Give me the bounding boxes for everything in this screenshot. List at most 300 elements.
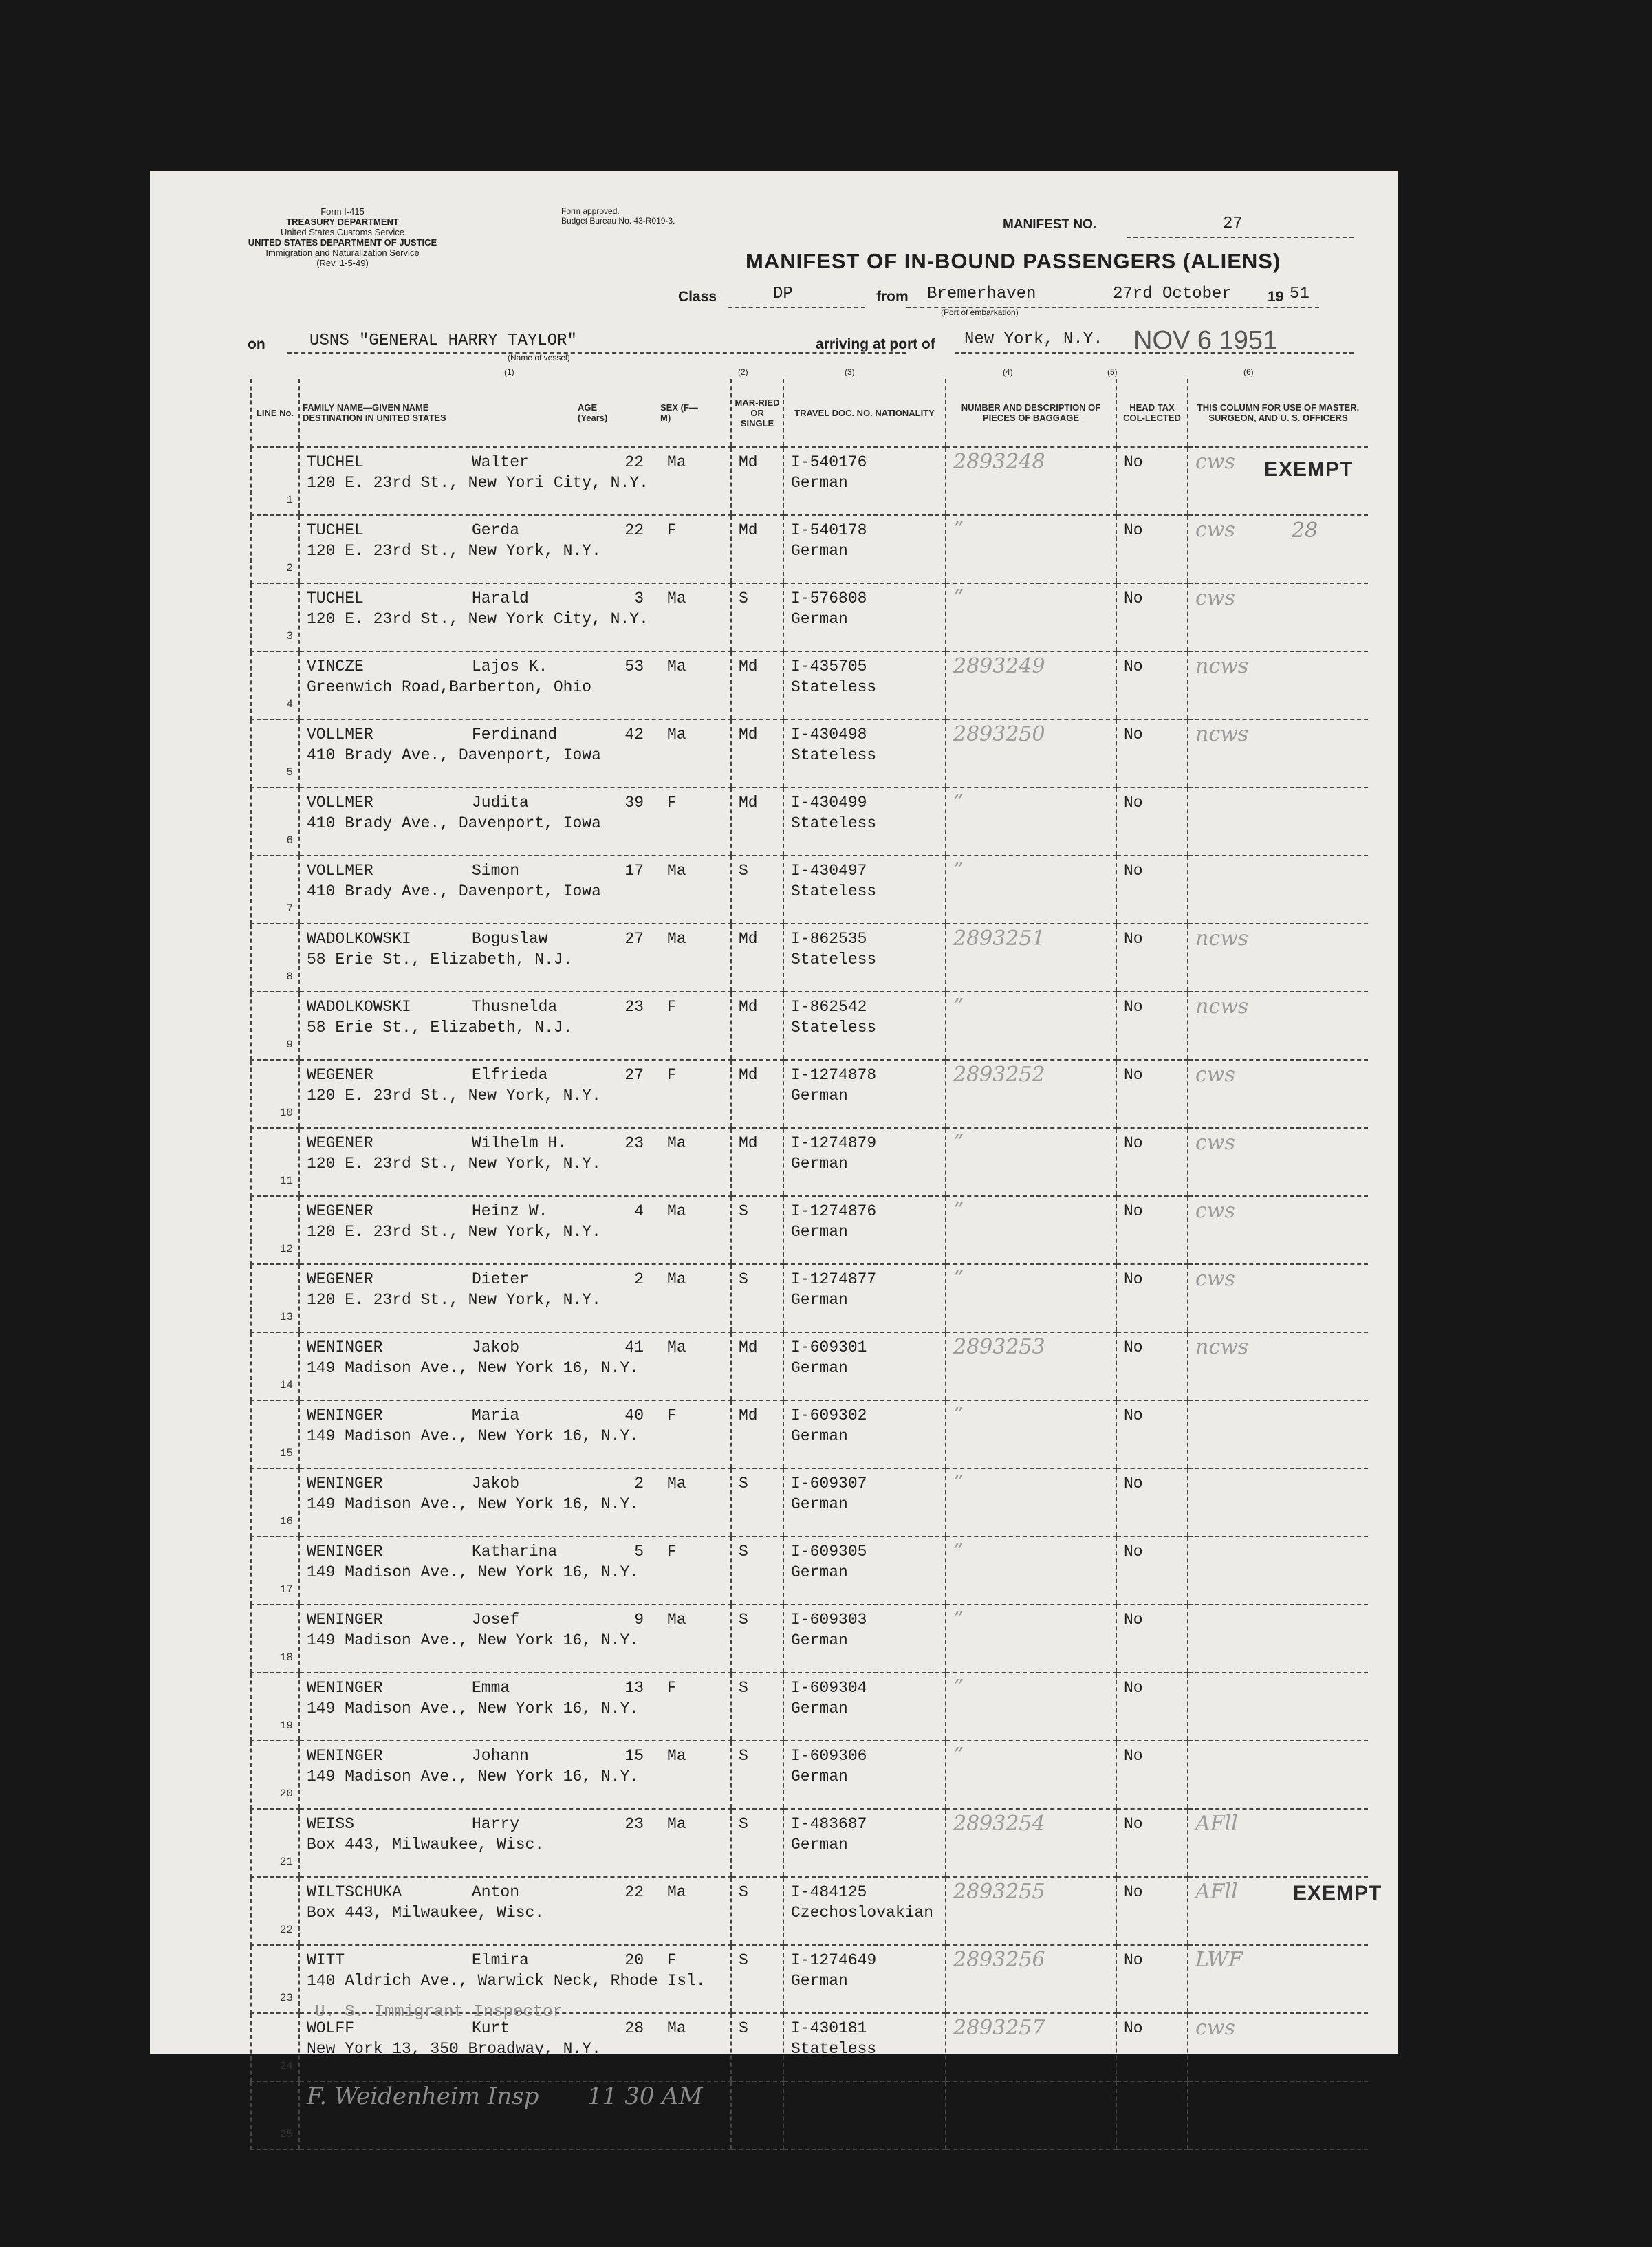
officer-note: cws	[1188, 447, 1368, 515]
officer-note: ncws	[1188, 924, 1368, 992]
destination: 120 E. 23rd St., New Yori City, N.Y.	[307, 474, 649, 492]
embarkation-port: Bremerhaven	[927, 285, 1036, 303]
destination: 58 Erie St., Elizabeth, N.J.	[307, 951, 573, 968]
table-row	[251, 1060, 1368, 1128]
baggage: ”	[946, 856, 1116, 924]
sex: Ma	[667, 1475, 686, 1492]
line-number: 17	[251, 1537, 299, 1605]
travel-doc-number: I-430498	[791, 726, 867, 743]
marital-status: S	[731, 1877, 783, 1945]
officer-note: cws	[1188, 1264, 1368, 1332]
family-name: VOLLMER	[307, 726, 373, 743]
sex: F	[667, 1066, 677, 1084]
travel-doc-number: I-435705	[791, 658, 867, 675]
travel-doc-cell	[783, 1741, 946, 1809]
year-prefix: 19	[1268, 289, 1284, 305]
arriving-label: arriving at port of	[816, 336, 935, 352]
travel-doc-cell	[783, 1400, 946, 1468]
head-tax: No	[1116, 1741, 1188, 1809]
officer-note	[1188, 856, 1368, 924]
table-row	[251, 651, 1368, 719]
officer-note	[1188, 1673, 1368, 1741]
line-number: 16	[251, 1468, 299, 1537]
head-tax: No	[1116, 515, 1188, 583]
destination: 120 E. 23rd St., New York, N.Y.	[307, 542, 601, 560]
name-destination-cell	[299, 1196, 731, 1264]
name-destination-cell	[299, 1332, 731, 1400]
destination: New York 13, 350 Broadway, N.Y.	[307, 2040, 601, 2058]
given-name: Harald	[472, 589, 529, 607]
line-number: 22	[251, 1877, 299, 1945]
head-tax: No	[1116, 1264, 1188, 1332]
sex: Ma	[667, 862, 686, 880]
family-name: TUCHEL	[307, 453, 364, 471]
family-name: WADOLKOWSKI	[307, 930, 411, 948]
line-number: 25	[251, 2081, 299, 2149]
sex: F	[667, 1543, 677, 1561]
family-name: WENINGER	[307, 1679, 383, 1697]
travel-doc-cell	[783, 1468, 946, 1537]
given-name: Heinz W.	[472, 1202, 548, 1220]
budget-approval: Form approved. Budget Bureau No. 43-R019-3.	[561, 206, 675, 226]
baggage: ”	[946, 788, 1116, 856]
table-row	[251, 515, 1368, 583]
nationality: Stateless	[791, 814, 877, 832]
travel-doc-cell	[783, 1264, 946, 1332]
destination: Box 443, Milwaukee, Wisc.	[307, 1836, 545, 1854]
travel-doc-cell	[783, 1877, 946, 1945]
name-destination-cell	[299, 447, 731, 515]
nationality: Stateless	[791, 951, 877, 968]
table-row	[251, 992, 1368, 1060]
travel-doc-cell	[783, 2013, 946, 2081]
name-destination-cell	[299, 1809, 731, 1877]
column-header-married: MAR-RIED OR SINGLE	[731, 379, 783, 447]
marital-status: Md	[731, 924, 783, 992]
name-destination-cell	[299, 651, 731, 719]
destination: 149 Madison Ave., New York 16, N.Y.	[307, 1495, 640, 1513]
year-suffix: 51	[1290, 285, 1309, 303]
arrival-date-stamp: NOV 6 1951	[1133, 326, 1278, 355]
family-name: VINCZE	[307, 658, 364, 675]
line-number: 1	[251, 447, 299, 515]
travel-doc-number: I-609302	[791, 1407, 867, 1424]
destination: 149 Madison Ave., New York 16, N.Y.	[307, 1427, 640, 1445]
destination: 149 Madison Ave., New York 16, N.Y.	[307, 1563, 640, 1581]
given-name: Anton	[472, 1883, 520, 1901]
baggage: ”	[946, 1468, 1116, 1537]
age: 22	[624, 521, 644, 539]
travel-doc-cell	[783, 515, 946, 583]
officer-note: ncws	[1188, 992, 1368, 1060]
column-header-head-tax: HEAD TAX COL-LECTED	[1116, 379, 1188, 447]
table-row	[251, 856, 1368, 924]
family-name: WILTSCHUKA	[307, 1883, 402, 1901]
page-title: MANIFEST OF IN-BOUND PASSENGERS (ALIENS)	[746, 249, 1281, 273]
nationality: Stateless	[791, 2040, 877, 2058]
line-number: 8	[251, 924, 299, 992]
nationality: German	[791, 1563, 848, 1581]
officer-note: cws	[1188, 1128, 1368, 1196]
destination: 410 Brady Ave., Davenport, Iowa	[307, 814, 601, 832]
travel-doc-cell	[783, 719, 946, 788]
travel-doc-cell	[783, 856, 946, 924]
nationality: German	[791, 1087, 848, 1105]
travel-doc-cell	[783, 1673, 946, 1741]
table-row	[251, 719, 1368, 788]
line-number: 4	[251, 651, 299, 719]
given-name: Katharina	[472, 1543, 558, 1561]
baggage: ”	[946, 1264, 1116, 1332]
marital-status: S	[731, 1741, 783, 1809]
given-name: Josef	[472, 1611, 520, 1629]
age: 41	[624, 1338, 644, 1356]
travel-doc-cell	[783, 1128, 946, 1196]
given-name: Simon	[472, 862, 520, 880]
travel-doc-cell	[783, 788, 946, 856]
age: 13	[624, 1679, 644, 1697]
sex: Ma	[667, 589, 686, 607]
sex: Ma	[667, 1815, 686, 1833]
arrival-port: New York, N.Y.	[964, 330, 1103, 349]
destination: 410 Brady Ave., Davenport, Iowa	[307, 746, 601, 764]
given-name: Wilhelm H.	[472, 1134, 567, 1152]
table-row	[251, 1605, 1368, 1673]
given-name: Jakob	[472, 1475, 520, 1492]
baggage: ”	[946, 1400, 1116, 1468]
officer-note: AFll	[1188, 1877, 1368, 1945]
name-destination-cell	[299, 924, 731, 992]
given-name: Elfrieda	[472, 1066, 548, 1084]
sex: F	[667, 1951, 677, 1969]
class-label: Class	[678, 289, 717, 305]
line-number: 2	[251, 515, 299, 583]
sex: Ma	[667, 1202, 686, 1220]
travel-doc-number: I-540176	[791, 453, 867, 471]
line-number: 5	[251, 719, 299, 788]
marital-status: S	[731, 1809, 783, 1877]
destination: 120 E. 23rd St., New York, N.Y.	[307, 1087, 601, 1105]
given-name: Thusnelda	[472, 998, 558, 1016]
family-name: WEGENER	[307, 1066, 373, 1084]
nationality: Stateless	[791, 746, 877, 764]
nationality: German	[791, 1223, 848, 1241]
manifest-number-label: MANIFEST NO.	[1003, 217, 1097, 232]
sex: F	[667, 998, 677, 1016]
family-name: WENINGER	[307, 1747, 383, 1765]
travel-doc-cell	[783, 447, 946, 515]
line-number: 7	[251, 856, 299, 924]
marital-status: Md	[731, 788, 783, 856]
baggage: ”	[946, 1673, 1116, 1741]
marital-status: S	[731, 1673, 783, 1741]
destination: 120 E. 23rd St., New York, N.Y.	[307, 1155, 601, 1173]
baggage: 2893251	[946, 924, 1116, 992]
age: 22	[624, 1883, 644, 1901]
table-row	[251, 2081, 1368, 2149]
travel-doc-cell	[783, 1332, 946, 1400]
travel-doc-cell	[783, 1537, 946, 1605]
age: 4	[634, 1202, 644, 1220]
vessel-name: USNS "GENERAL HARRY TAYLOR"	[309, 332, 577, 350]
sex: Ma	[667, 1883, 686, 1901]
baggage: ”	[946, 1741, 1116, 1809]
age: 23	[624, 998, 644, 1016]
family-name: TUCHEL	[307, 589, 364, 607]
sex: Ma	[667, 1611, 686, 1629]
baggage: 2893252	[946, 1060, 1116, 1128]
table-row	[251, 447, 1368, 515]
inspector-caption: U. S. Immigrant Inspector	[315, 2003, 563, 2021]
travel-doc-number: I-609304	[791, 1679, 867, 1697]
destination: Box 443, Milwaukee, Wisc.	[307, 1904, 545, 1922]
name-destination-cell	[299, 788, 731, 856]
travel-doc-number: I-540178	[791, 521, 867, 539]
travel-doc-number: I-576808	[791, 589, 867, 607]
head-tax: No	[1116, 1537, 1188, 1605]
officer-note: cws	[1188, 2013, 1368, 2081]
marital-status: Md	[731, 1128, 783, 1196]
family-name: WEGENER	[307, 1202, 373, 1220]
officer-note: cws	[1188, 583, 1368, 651]
name-destination-cell	[299, 1877, 731, 1945]
name-destination-cell	[299, 1128, 731, 1196]
line-number: 15	[251, 1400, 299, 1468]
baggage: 2893256	[946, 1945, 1116, 2013]
travel-doc-cell	[783, 1196, 946, 1264]
destination: 120 E. 23rd St., New York, N.Y.	[307, 1291, 601, 1309]
nationality: German	[791, 542, 848, 560]
on-label: on	[248, 336, 265, 352]
family-name: TUCHEL	[307, 521, 364, 539]
marital-status: S	[731, 1468, 783, 1537]
name-destination-cell	[299, 583, 731, 651]
baggage: ”	[946, 1196, 1116, 1264]
line-number: 6	[251, 788, 299, 856]
table-row	[251, 1537, 1368, 1605]
given-name: Maria	[472, 1407, 520, 1424]
table-row	[251, 1468, 1368, 1537]
departure-date: 27rd October	[1113, 285, 1232, 303]
vessel-caption: (Name of vessel)	[508, 353, 570, 362]
name-destination-cell	[299, 719, 731, 788]
line-number: 20	[251, 1741, 299, 1809]
officer-note	[1188, 1605, 1368, 1673]
officer-note	[1188, 1400, 1368, 1468]
family-name: WEGENER	[307, 1270, 373, 1288]
travel-doc-number: I-609306	[791, 1747, 867, 1765]
given-name: Emma	[472, 1679, 510, 1697]
baggage: 2893250	[946, 719, 1116, 788]
age: 17	[624, 862, 644, 880]
head-tax: No	[1116, 1605, 1188, 1673]
given-name: Harry	[472, 1815, 520, 1833]
marital-status: S	[731, 2013, 783, 2081]
officer-note: ncws	[1188, 1332, 1368, 1400]
destination: 149 Madison Ave., New York 16, N.Y.	[307, 1700, 640, 1717]
travel-doc-number: I-609301	[791, 1338, 867, 1356]
officer-note	[1188, 1468, 1368, 1537]
nationality: German	[791, 610, 848, 628]
destination: 149 Madison Ave., New York 16, N.Y.	[307, 1359, 640, 1377]
sex: F	[667, 794, 677, 812]
family-name: WADOLKOWSKI	[307, 998, 411, 1016]
column-number: (3)	[845, 367, 855, 377]
marital-status: Md	[731, 719, 783, 788]
travel-doc-number: I-1274876	[791, 1202, 877, 1220]
destination: 410 Brady Ave., Davenport, Iowa	[307, 882, 601, 900]
age: 39	[624, 794, 644, 812]
family-name: WENINGER	[307, 1543, 383, 1561]
marital-status: S	[731, 856, 783, 924]
officer-note: cws	[1188, 1196, 1368, 1264]
table-row	[251, 1128, 1368, 1196]
head-tax: No	[1116, 788, 1188, 856]
nationality: Stateless	[791, 678, 877, 696]
travel-doc-number: I-609303	[791, 1611, 867, 1629]
family-name: VOLLMER	[307, 862, 373, 880]
head-tax: No	[1116, 992, 1188, 1060]
line-number: 13	[251, 1264, 299, 1332]
sex: Ma	[667, 658, 686, 675]
marital-status: Md	[731, 992, 783, 1060]
sex: Ma	[667, 726, 686, 743]
nationality: German	[791, 474, 848, 492]
age: 15	[624, 1747, 644, 1765]
table-row	[251, 1264, 1368, 1332]
table-row	[251, 1332, 1368, 1400]
exempt-stamp-top: EXEMPT	[1264, 458, 1354, 481]
age: 40	[624, 1407, 644, 1424]
family-name: WOLFF	[307, 2019, 355, 2037]
marital-status: S	[731, 1605, 783, 1673]
given-name: Kurt	[472, 2019, 510, 2037]
column-number: (5)	[1107, 367, 1118, 377]
officer-note	[1188, 1741, 1368, 1809]
sex: Ma	[667, 1134, 686, 1152]
baggage: 2893253	[946, 1332, 1116, 1400]
manifest-page	[150, 171, 1398, 2140]
class-value: DP	[773, 285, 793, 303]
destination: 149 Madison Ave., New York 16, N.Y.	[307, 1768, 640, 1785]
travel-doc-cell	[783, 992, 946, 1060]
baggage: ”	[946, 992, 1116, 1060]
nationality: German	[791, 1495, 848, 1513]
line-number: 18	[251, 1605, 299, 1673]
baggage: 2893249	[946, 651, 1116, 719]
column-header-travel-doc: TRAVEL DOC. NO. NATIONALITY	[783, 379, 946, 447]
name-destination-cell	[299, 1468, 731, 1537]
sex: F	[667, 1407, 677, 1424]
head-tax: No	[1116, 1809, 1188, 1877]
column-number: (6)	[1243, 367, 1254, 377]
marital-status: S	[731, 1196, 783, 1264]
officer-note: LWF	[1188, 1945, 1368, 2013]
age: 53	[624, 658, 644, 675]
officer-note: cws	[1188, 515, 1368, 583]
line-number: 19	[251, 1673, 299, 1741]
marital-status: Md	[731, 447, 783, 515]
travel-doc-number: I-1274877	[791, 1270, 877, 1288]
officer-note: AFll	[1188, 1809, 1368, 1877]
name-destination-cell	[299, 1673, 731, 1741]
head-tax: No	[1116, 447, 1188, 515]
table-row	[251, 1809, 1368, 1877]
line-number: 12	[251, 1196, 299, 1264]
nationality: German	[791, 1427, 848, 1445]
given-name: Judita	[472, 794, 529, 812]
line-number: 24	[251, 2013, 299, 2081]
sex: Ma	[667, 1270, 686, 1288]
name-destination-cell	[299, 2013, 731, 2081]
baggage: ”	[946, 583, 1116, 651]
port-caption: (Port of embarkation)	[941, 307, 1019, 317]
baggage: ”	[946, 1537, 1116, 1605]
nationality: Stateless	[791, 882, 877, 900]
destination: 58 Erie St., Elizabeth, N.J.	[307, 1019, 573, 1036]
column-header-line: LINE No.	[251, 379, 299, 447]
marital-status: Md	[731, 651, 783, 719]
column-header-officers: THIS COLUMN FOR USE OF MASTER, SURGEON, AND U. S. OFFICERS	[1188, 379, 1368, 447]
table-row	[251, 1741, 1368, 1809]
head-tax: No	[1116, 924, 1188, 992]
travel-doc-number: I-609307	[791, 1475, 867, 1492]
nationality: German	[791, 1359, 848, 1377]
age: 22	[624, 453, 644, 471]
nationality: German	[791, 1631, 848, 1649]
marital-status: Md	[731, 515, 783, 583]
destination: 140 Aldrich Ave., Warwick Neck, Rhode Isl.	[307, 1972, 706, 1990]
travel-doc-number: I-483687	[791, 1815, 867, 1833]
baggage: ”	[946, 1605, 1116, 1673]
baggage: 2893257	[946, 2013, 1116, 2081]
destination: 120 E. 23rd St., New York, N.Y.	[307, 1223, 601, 1241]
name-destination-cell	[299, 1060, 731, 1128]
table-header	[251, 379, 1368, 447]
nationality: Czechoslovakian	[791, 1904, 934, 1922]
name-destination-cell	[299, 1741, 731, 1809]
baggage: ”	[946, 515, 1116, 583]
column-number: (1)	[504, 367, 514, 377]
nationality: German	[791, 1155, 848, 1173]
head-tax: No	[1116, 651, 1188, 719]
travel-doc-number: I-430497	[791, 862, 867, 880]
travel-doc-number: I-609305	[791, 1543, 867, 1561]
baggage: ”	[946, 1128, 1116, 1196]
signature-cell	[299, 2081, 731, 2149]
head-tax: No	[1116, 2013, 1188, 2081]
head-tax: No	[1116, 719, 1188, 788]
given-name: Boguslaw	[472, 930, 548, 948]
given-name: Elmira	[472, 1951, 529, 1969]
travel-doc-cell	[783, 1605, 946, 1673]
manifest-number: 27	[1223, 215, 1243, 233]
travel-doc-cell	[783, 1809, 946, 1877]
passenger-table	[250, 379, 1368, 2150]
family-name: WENINGER	[307, 1475, 383, 1492]
head-tax: No	[1116, 1060, 1188, 1128]
column-header-name: FAMILY NAME—GIVEN NAME DESTINATION IN UNITED STATES AGE (Years) SEX (F—M)	[299, 379, 731, 447]
family-name: WEGENER	[307, 1134, 373, 1152]
family-name: WENINGER	[307, 1338, 383, 1356]
family-name: WENINGER	[307, 1611, 383, 1629]
travel-doc-number: I-1274878	[791, 1066, 877, 1084]
officer-note-28: 28	[1292, 519, 1318, 543]
age: 9	[634, 1611, 644, 1629]
given-name: Jakob	[472, 1338, 520, 1356]
travel-doc-number: I-430181	[791, 2019, 867, 2037]
head-tax: No	[1116, 1945, 1188, 2013]
